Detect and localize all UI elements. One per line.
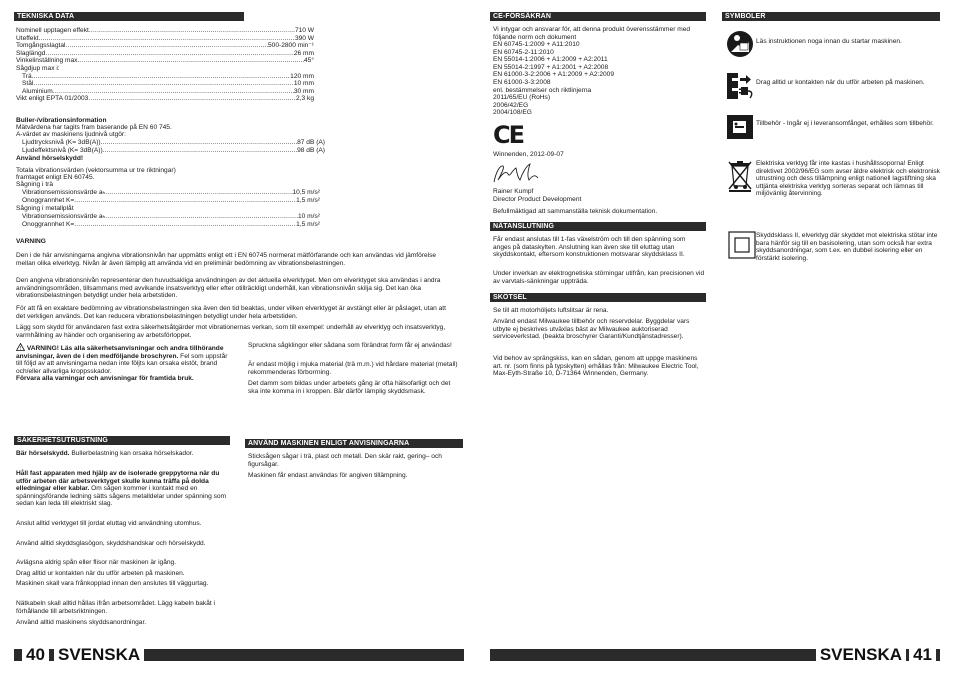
safety-equipment-header: SÄKERHETSUTRUSTNING [14,436,230,445]
noise-title: Buller-/vibrationsinformation [16,117,107,124]
use-p1: Sticksågen sågar i trä, plast och metall. Den skär rakt, gering– och figursågar. [248,453,442,468]
safety-warning-bold: VARNING! Läs alla säkerhetsanvisningar och andra tillhörande anvisningar, även de i den medföljande broschyren. [16,345,224,360]
noise-intro-1: Mätvärdena har tagits fram baserande på EN 60 745. [16,124,172,131]
row-label: Vibrationsemissionsvärde aₕ [22,189,106,196]
row-value: 10,5 m/s² [292,189,320,196]
ce-norm-item: 2006/42/EG [493,101,529,109]
sak-p5: Avlägsna aldrig spån eller flisor när maskinen är igång. [16,559,177,566]
symbol-row [726,70,946,110]
row-label: Onoggrannhet K= [22,220,75,228]
warning-p4: Lägg som skydd för användaren fast extra säkerhetsåtgärder mot vibrationernas verkan, som till exempel: underhåll av elverktyg och insatsverktyg, varmhållning av händer och organisering av arbetsförloppet. [16,324,446,339]
ce-norm-item: 2011/65/EU (RoHs) [493,94,551,102]
sak-p2-rest: Om sågen kommer i kontakt med en spänningsförande ledning sätts sågens metalldelar under spänning som sedan kan leda till elektriskt slag. [16,485,227,508]
mid-p3: Det damm som bildas under arbetets gång är ofta hälsofarligt och det ska inte komma in i kroppen. Bär därför lämplig skyddsmask. [248,380,451,395]
row-value: 390 W [294,34,314,42]
symbol-row [726,110,946,150]
sak-p3: Anslut alltid verktyget till jordat eluttag vid användning utomhus. [16,520,202,527]
warning-p3: För att få en exaktare bedömning av vibrationsbelastningen ska även den tid beaktas, under vilken elverktyget är avstängt eller är påslaget, utan att det verkligen används. Det kan reducera vibrationsbelastningen betydligt under hela arbetstiden. [16,305,446,320]
symbol-text: Drag alltid ur kontakten när du utför arbeten på maskinen. [756,79,925,86]
ce-header: CE-FÖRSÄKRAN [490,12,706,21]
safety-warning-rest: Fel som uppstår till följd av att anvisningarna nedan inte följts kan orsaka elstöt, brand och/eller allvarliga kroppsskador. [16,352,228,375]
row-label: Onoggrannhet K= [22,196,75,204]
left-language-label: SVENSKA [54,645,144,665]
symbol-text: Läs instruktionen noga innan du startar maskinen. [756,38,902,45]
row-label: Tomgångsslagtal [16,42,66,50]
svg-text:!: ! [19,345,22,351]
row-value: 120 mm [290,72,314,80]
mid-p1: Spruckna sågklingor eller sådana som förändrat form får ej användas! [248,342,452,349]
signer-name: Rainer Kumpf [493,188,534,195]
sak-p4: Använd alltid skyddsglasögon, skyddshandskar och hörselskydd. [16,540,206,547]
ce-norm-item: EN 61000-3-2:2006 + A1:2009 + A2:2009 [493,71,614,79]
row-label: Vikt enligt EPTA 01/2003 [16,95,89,103]
right-footer [490,645,940,665]
row-value: 1,5 m/s² [296,196,320,204]
care-p1: Se till att motorhöljets luftslitsar är rena. [493,307,609,314]
net-p1: Får endast anslutas till 1-fas växelström och till den spänning som anges på dataskylten. Anslutning kan även ske till eluttag utan skyddskontakt, eftersom konstruktionen motsvarar skyddsklass II. [493,236,686,259]
tech-data-header: TEKNISKA DATA [14,12,244,21]
care-header: SKÖTSEL [490,293,706,302]
signature-icon [490,160,550,186]
sak-p7: Maskinen skall vara frånkopplad innan den anslutes till väggurtag. [16,580,209,587]
signer-title: Director Product Development [493,196,582,203]
hearing-warning: Använd hörselskydd! [16,155,84,162]
ce-mark: CE [493,121,524,149]
row-value: 1,5 m/s² [296,220,320,228]
row-label: Aluminium [22,87,53,95]
warning-p2: Den angivna vibrationsnivån representerar den huvudsakliga användningen av det aktuella elverktyget. Men om elverktyget ska användas i andra användningsområden, tillsammans med avvikande insatsverktyg eller efter otillräckligt underhåll, kan vibrationsnivån skilja sig. Det kan öka vibrationsbelastningen betydligt under hela arbetstiden. [16,277,441,300]
row-value: 45° [304,57,314,65]
row-label: Trä [22,72,32,80]
vib-wood-label: Sågning i trä [16,181,54,188]
row-label: Slaglängd [16,49,46,57]
row-value: 26 mm [293,49,314,57]
use-p2: Maskinen får endast användas för angiven tillämpning. [248,472,408,479]
vib-intro-2: framtaget enligt EN 60745. [16,174,95,181]
safety-warning-keep: Förvara alla varningar och anvisningar för framtida bruk. [16,375,194,383]
row-label: Uteffekt [16,34,39,42]
accessory-icon [726,113,754,141]
symbol-text: Tillbehör - Ingår ej i leveransomfånget, erhålles som tillbehör. [756,120,934,127]
ce-norm-item: EN 61000-3-3:2008 [493,78,551,86]
authorized-text: Befullmäktigad att sammanställa teknisk dokumentation. [493,208,658,215]
ce-norm-item: 2004/108/EG [493,109,532,117]
sak-p8: Nätkabeln skall alltid hållas ifrån arbetsområdet. Lägg kabeln bakåt i förhållande till arbetsriktningen. [16,600,216,615]
row-label: Ljudeffektsnivå (K= 3dB(A)) [22,146,103,154]
row-value: 98 dB (A) [297,146,325,154]
row-value: 10 m/s² [298,213,320,220]
row-value: 500-2800 min⁻¹ [268,42,314,50]
symbol-text: Elektriska verktyg får inte kastas i hushållssoporna! Enligt direktivet 2002/96/EG som avser äldre elektrisk och elektronisk utrustning och dess tillämpning enligt nationell lagstiftning ska uttjänta elektriska verktyg sorteras separat och lämnas till miljövänlig återvinning. [756,160,940,198]
row-value: 10 mm [293,80,314,88]
care-p3: Vid behov av sprängskiss, kan en sådan, genom att uppge maskinens art. nr. (som finns på typskylten) erhållas från: Milwaukee Electric Tool, Max-Eyth-Straße 10, D-71364 Winnenden, Germany. [493,355,699,378]
vib-intro-1: Totala vibrationsvärden (vektorsumma ur tre riktningar) [16,167,176,174]
symbol-row [726,152,946,222]
sak-p1-bold: Bär hörselskydd. [16,450,70,457]
row-label: Nominell upptagen effekt [16,27,89,34]
sak-p2-bold: Håll fast apparaten med hjälp av de isolerade greppytorna när du utför arbeten där arbetsverktyget skulle kunna träffa på dolda elledningar eller kablar. [16,470,220,493]
ce-norms-list [493,41,614,117]
vib-metal-label: Sågning i metallplåt [16,205,74,212]
row-label: Vinkelinställning max. [16,57,80,65]
ce-norm-item: EN 55014-1:2006 + A1:2009 + A2:2011 [493,56,608,64]
unplug-icon [726,72,754,100]
symbol-row [726,28,946,68]
weee-bin-icon [726,158,754,192]
noise-intro-2: A-värdet av maskinens ljudnivå utgör: [16,131,126,138]
warning-p1: Den i de här anvisningarna angivna vibrationsnivån har uppmätts enligt ett i EN 60745 normerat mätförfarande och kan användas vid jämförelse mellan olika elverktyg. Nivån är även lämplig att använda vid en preliminär bedömning av vibrationsbelastningen. [16,252,437,267]
row-value: 87 dB (A) [297,139,325,146]
row-label: Sågdjup max i: [16,64,60,72]
left-page-number: 40 [22,645,49,665]
row-value: 710 W [294,27,314,34]
class-ii-icon [728,231,756,259]
warning-title: VARNING [16,238,46,245]
care-p2: Använd endast Milwaukee tillbehör och reservdelar. Byggdelar vars utbyte ej beskrives utväxlas bäst av Milwaukee auktoriserad serviceverkstad. (beakta broschyrer Garanti/Kundtjänstadresser). [493,318,690,341]
ce-norm-item: EN 55014-2:1997 + A1:2001 + A2:2008 [493,63,609,71]
mid-p2: Är endast möjlig i mjuka material (trä m.m.) vid hårdare material (metall) rekommenderas förborrning. [248,361,458,376]
place-date: Winnenden, 2012-09-07 [493,151,564,158]
ce-norm-item: EN 60745-2-11:2010 [493,48,554,56]
net-p2: Under inverkan av elektrognetiska störningar utifrån, kan precisionen vid av varvtals-sänkningar uppträda. [493,270,705,285]
row-value: 30 mm [293,87,314,95]
row-label: Stål [22,80,34,88]
row-label: Ljudtrycksnivå (K= 3dB(A)) [22,139,101,146]
symbols-header: SYMBOLER [722,12,940,21]
ce-norm-item: EN 60745-1:2009 + A11:2010 [493,41,580,48]
ce-text: Vi intygar och ansvarar för, att denna produkt överensstämmer med följande norm och dokument [493,26,691,41]
ce-norm-item: enl. bestämmelser och riktlinjerna [493,86,592,94]
symbol-row [726,225,946,275]
right-language-label: SVENSKA [816,645,906,665]
row-label: Vibrationsemissionsvärde aₕ [22,213,106,220]
row-value: 2,3 kg [296,95,314,103]
sak-p6: Drag alltid ur kontakten när du utför arbeten på maskinen. [16,570,185,577]
right-page-number: 41 [909,645,936,665]
sak-p9: Använd alltid maskinens skyddsanordningar. [16,619,147,626]
sak-p1-rest: Bullerbelastning kan orsaka hörselskador. [69,450,194,457]
usage-header: ANVÄND MASKINEN ENLIGT ANVISNINGARNA [245,439,463,448]
symbol-text: Skyddsklass II, elverktyg där skyddet mot elektriska stötar inte bara hänför sig till en basisolering, utan som också har extra skyddsanordningar, som t.ex. en dubbel isolering eller en förstärkt isolering. [756,232,938,262]
net-header: NÄTANSLUTNING [490,222,706,231]
read-manual-icon [726,30,754,58]
